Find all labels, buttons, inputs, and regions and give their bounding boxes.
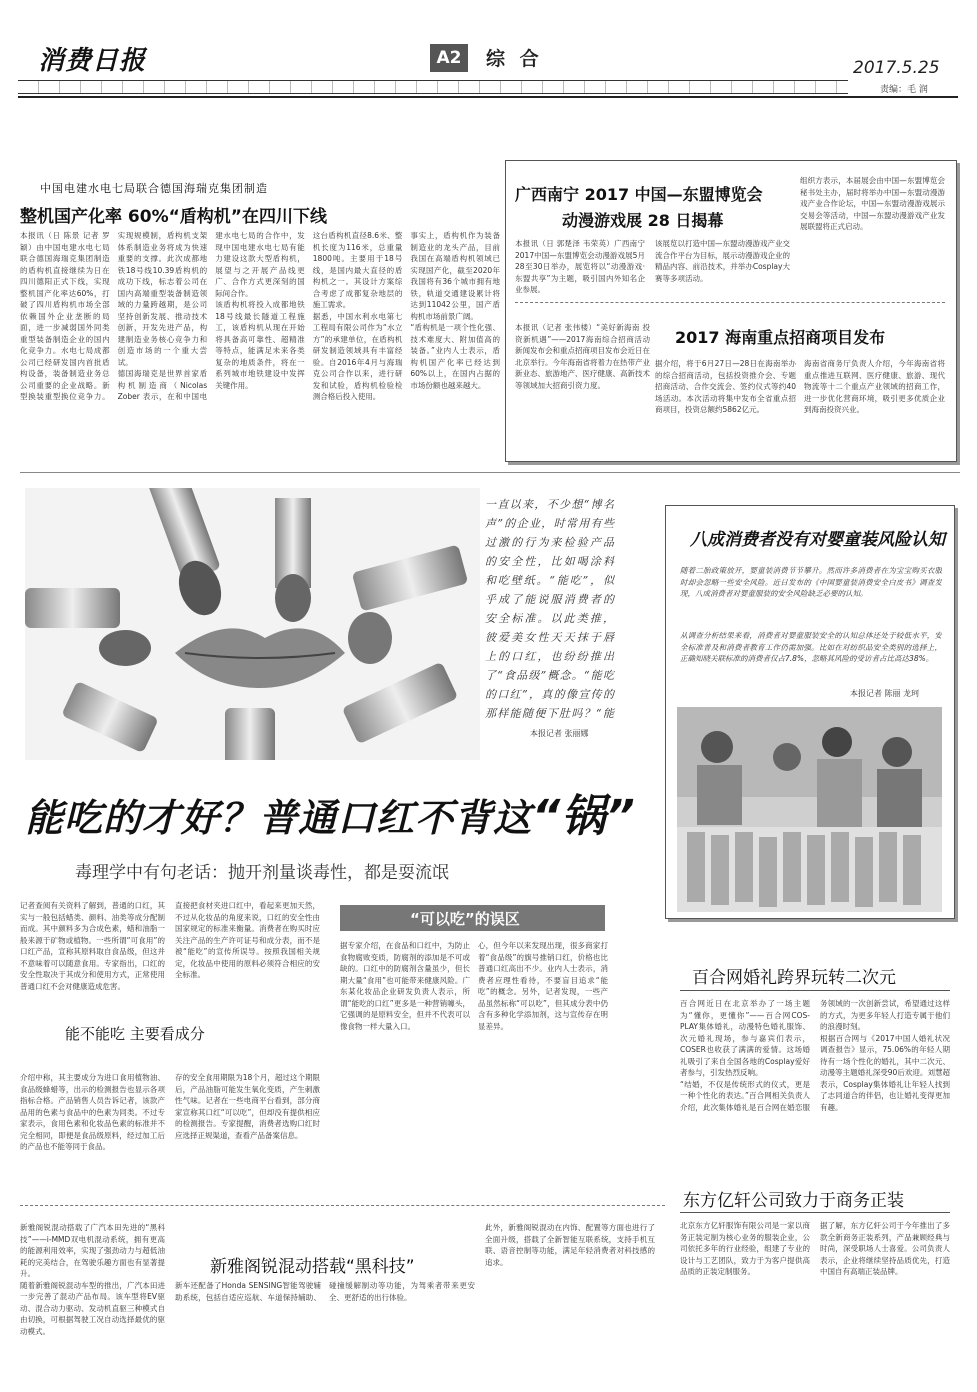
- editor-credit: 责编：毛 润: [880, 85, 928, 95]
- article6-body-b: [175, 1280, 475, 1385]
- feature-col-b: 直接把食材夹进口红中，看起来更加天然，不过从化妆品的角度来说，口红的安全性由国家规定的标准来衡量。消费者在购买时应关注产品的生产许可证号和成分表，而不是被“能吃”的宣传所误导。按照我国相关规定，化妆品中使用的原料必须符合相应的安全标准。: [175, 901, 320, 979]
- feature-col-d: 存的安全食用期限为18个月，超过这个期限后，产品油脂可能发生氧化变质，产生刺激性气味。记者在一些电商平台看到，部分商家宣称其口红“可以吃”，但却没有提供相应的检测报告。专家提醒，消费者选购口红时应选择正规渠道，查看产品备案信息。: [175, 1073, 320, 1140]
- article6-paragraph: 随着新雅阁锐混动车型的推出，广汽本田进一步完善了混动产品布局。该车型将EV驱动、混合动力驱动、发动机直驱三种模式自由切换，可根据驾驶工况自动选择最优的驱动模式。: [20, 1280, 165, 1336]
- section-rule: [20, 472, 960, 473]
- masthead-rule: [18, 96, 958, 98]
- article1-paragraph: 德国海瑞克是世界首家盾构机制造商（Nicolas Zober 表示，在和中国电建水电七局的合作中，发现中国电建水电七局有能力建设这款大型盾构机，展望与之开展产品线更广、合作方式更深刻的国际间合作。: [117, 231, 305, 401]
- article4-paragraph: “结婚，不仅是传统形式的仪式，更是一种个性化的表达。”百合网相关负责人介绍，此次集体婚礼是百合网在婚恋服务领域的一次创新尝试，希望通过这样的方式，为更多年轻人打造专属于他们的浪漫时刻。: [680, 999, 950, 1112]
- article3-paragraph: 海南省商务厅负责人介绍，今年海南省将重点推进互联网、医疗健康、旅游、现代物流等十二个重点产业领域的招商工作，进一步优化营商环境，吸引更多优质企业到海南投资兴业。: [804, 359, 945, 414]
- article4-underline: [680, 990, 950, 991]
- clothing-store-photo: [677, 707, 942, 912]
- article3-paragraph: 据介绍，将于6月27日—28日在海南举办的综合招商活动，包括投资推介会、专题招商活动、合作交流会、签约仪式等约40场活动。本次活动将集中发布全省重点招商项目，投资总额约5862亿元。: [655, 359, 796, 414]
- article6-divider: [20, 1205, 665, 1206]
- article4-paragraph: 根据百合网与《2017中国人婚礼状况调查报告》显示，75.06%的年轻人期待有一场个性化的婚礼，其中二次元、动漫等主题婚礼深受90后欢迎。刘慧超表示，Cosplay集体婚礼让年轻人找到了志同道合的伴侣，也让婚礼变得更加有趣。: [820, 1033, 950, 1112]
- issue-date: 2017.5.25: [853, 58, 940, 78]
- feature-col-f: 心，但今年以来发现出现，很多商家打着“食品级”的旗号推销口红，价格也比普通口红高出不少。业内人士表示，消费者应理性看待，不要盲目追求“能吃”的概念。另外，记者发现，一些产品虽然标称“可以吃”，但其成分表中仍含有多种化学添加剂，这与宣传存在明显差异。: [478, 941, 608, 1031]
- article3-body-a: [515, 322, 650, 452]
- article6-title: 新雅阁锐混动搭载“黑科技”: [210, 1257, 415, 1277]
- masthead-logo: 消费日报: [38, 46, 147, 76]
- masthead: [0, 0, 977, 100]
- lipstick-illustration: [25, 488, 480, 760]
- section-name: 综 合: [486, 48, 543, 70]
- feature-col-e: 据专家介绍，在食品和口红中，为防止食物腐败变质，防腐剂的添加是不可或缺的。口红中的防腐剂含量虽少，但长期大量“食用”也可能带来健康风险。广东某化妆品企业研发负责人表示，所谓“能吃的口红”更多是一种营销噱头，它强调的是原料安全，但并不代表可以像食物一样大量入口。: [340, 941, 470, 1031]
- article3-paragraph: 本报讯（记者 张伟楼）“美好新海南 投资新机遇”——2017海南综合招商活动新闻发布会和重点招商项目发布会近日在北京举行。今年海南省将着力在热带产业新业态、旅游地产、医疗健康、高新技术等领域加大招商引资力度。: [515, 323, 650, 390]
- article1-paragraph: 本报讯（日 陈景 记者 罗颖）由中国电建水电七局联合德国海瑞克集团制造的盾构机直接继续为日在四川德阳正式下线，实现整机国产化率达60%，打破了四川盾构机市场全部依赖国外企业垄断的局面，进一步减弱国外同类重型装备制造企业的国内化竞争力。水电七局成都公司已经研发国内首批盾构设备，装备制造业务总公司重要的企业战略。新型换装重型换位竞争力。实现规模制，盾构机支架体系制造业务将成为快速重要的支撑。此次成都地铁18号线10.39盾构机的成功下线，标志着公司在国内高端重型装备制造领域的力量跨越期，是公司坚持创新发展、推动技术创新，开发先进产品，构建制造业务核心竞争力和创造市场的一个重大尝试。: [20, 231, 208, 401]
- article2-body-c: [800, 175, 945, 295]
- feature-headline-main: 能吃的才好？普通口红不背这: [25, 796, 533, 840]
- article1-paragraph: 这台盾构机直径8.6米、整机长度为116米，总重量1800吨。主要用于18号线，是国内最大直径的盾构机之一。其设计方案综合考虑了成都复杂地层的施工需求。: [312, 231, 403, 309]
- feature-intro: 一直以来，不少想“博名声”的企业，时常用有些过激的行为来检验产品的安全性，比如喝涂料和吃壁纸。“能吃”，似乎成了能说服消费者的安全标准。以此类推，彼爱美女性天天抹于唇上的口红，也纷纷推出了“食品级”概念。“能吃的口红”，真的像宣传的那样能随便下肚吗？“能: [485, 498, 615, 720]
- article5-title: 东方亿轩公司致力于商务正装: [683, 1191, 904, 1211]
- article1-paragraph: 该盾构机将投入成都地铁18号线最长隧道工程施工，该盾构机从现在开始将具备高可靠性、超精准等特点，能满足未来各类复杂的地质条件，将在一系列城市地铁建设中发挥关键作用。: [215, 300, 305, 390]
- article2-paragraph: 本报讯（日 郭楚泽 韦荣英）广西南宁2017中国—东盟博览会动漫游戏展5月28至30日举办，展览将以“动漫游戏·东盟共享”为主题，吸引国内外知名企业参展。: [515, 239, 645, 294]
- article1-paragraph: 事实上，盾构机作为装备制造业的龙头产品，目前我国在高端盾构机领域已实现国产化，截至2020年我国将有36个城市拥有地铁，轨道交通建设累计将达到11042公里，国产盾构机市场前景广阔。: [410, 231, 500, 321]
- feature-headline: [25, 780, 636, 844]
- article5-paragraph: 据了解，东方亿轩公司于今年推出了多款全新商务正装系列，产品兼顾经典与时尚，深受职场人士喜爱。公司负责人表示，企业将继续坚持品质优先，打造中国自有高端正装品牌。: [820, 1221, 950, 1276]
- feature-subhead: 毒理学中有句老话：抛开剂量谈毒性，都是耍流氓: [75, 863, 449, 883]
- sidebar-title: 八成消费者没有对婴童装风险认知: [690, 530, 945, 550]
- feature-headline-accent: “锅”: [532, 791, 636, 842]
- article2-paragraph: 该展览以打造中国—东盟动漫游戏产业交流合作平台为目标，展示动漫游戏企业的精品内容、前沿技术，并举办Cosplay大赛等多项活动。: [655, 239, 790, 283]
- article1-body: [20, 230, 500, 440]
- masthead-stripe: [18, 80, 848, 94]
- feature-col-a: 记者查阅有关资料了解到，普通的口红，其实与一般包括蜡类、颜料、油类等成分配制而成。其中颜料多为合成色素，蜡和油脂一般来源于矿物或植物。一些所谓“可食用”的口红产品，宣称其原料取自食品级，但这并不意味着可以随意食用。专家指出，口红的安全性取决于其成分和使用方式，正常使用普通口红不会对健康造成危害。: [20, 901, 165, 990]
- article1-kicker: 中国电建水电七局联合德国海瑞克集团制造: [40, 182, 268, 195]
- article2-title-line2: 动漫游戏展 28 日揭幕: [562, 211, 724, 230]
- article2-body-b: [655, 238, 790, 294]
- article5-paragraph: 北京东方亿轩服饰有限公司是一家以商务正装定制为核心业务的服装企业，公司依托多年的行业经验，组建了专业的设计与工艺团队，致力于为客户提供高品质的正装定制服务。: [680, 1221, 810, 1276]
- feature-byline: 本报记者 张丽娜: [530, 729, 589, 738]
- article6-body-c: [485, 1222, 655, 1387]
- feature-col-c: 介绍中称，其主要成分为进口食用植物油、食品级蜂蜡等，出示的检测报告也显示各项指标合格。产品销售人员告诉记者，该款产品用的色素与食品中的色素为同类。不过专家表示，食用色素和化妆品色素的标准并不完全相同，即便是食品级原料，经过加工后的产品也不能等同于食品。: [20, 1073, 165, 1151]
- lipstick-photo: [25, 488, 480, 760]
- article2-title-line1: 广西南宁 2017 中国—东盟博览会: [515, 185, 763, 204]
- article6-paragraph: 此外，新雅阁锐混动在内饰、配置等方面也进行了全面升级，搭载了全新智能互联系统，支持手机互联、语音控制等功能，满足年轻消费者对科技感的追求。: [485, 1223, 655, 1267]
- article1-paragraph: 据悉，中国水利水电第七工程局有限公司作为“水立方”的承建单位，在盾构机研发制造领域具有丰富经验。自2016年4月与海瑞克公司合作以来，进行研发和试验，盾构机检验检测合格后投入使用。: [312, 311, 403, 401]
- article2-body-a: [515, 238, 645, 294]
- sidebar-para2: 从调查分析结果来看，消费者对婴童服装安全的认知总体还处于较低水平，安全标准普及和消费者教育工作仍需加强。比如在对纺织品安全类别的选择上，正确知晓关联标准的消费者仅占7.8%，忽略其风险的受访者占比高达38%。: [680, 631, 942, 663]
- article6-body-a: [20, 1222, 165, 1387]
- article4-title: 百合网婚礼跨界玩转二次元: [692, 968, 896, 988]
- article4-paragraph: 百合网近日在北京举办了一场主题为“懂你，更懂你”——百合网COS-PLAY集体婚礼，动漫特色婚礼服饰、次元婚礼现场，参与嘉宾们表示，COSER也收获了满满的爱情。这场婚礼吸引了来自全国各地的Cosplay爱好者参与，引发热烈反响。: [680, 999, 810, 1077]
- article3-title: 2017 海南重点招商项目发布: [675, 328, 886, 347]
- article5-underline: [680, 1212, 950, 1213]
- article6-paragraph: 新雅阁锐混动搭载了广汽本田先进的“黑科技”——i-MMD双电机混动系统，拥有更高的能源利用效率，实现了强劲动力与超低油耗的完美结合，在驾驶乐趣方面也有显著提升。: [20, 1223, 165, 1278]
- article6-paragraph: 新车还配备了Honda SENSING智能驾驶辅助系统，包括自适应巡航、车道保持辅助、碰撞缓解制动等功能，为驾乘者带来更安全、更舒适的出行体验。: [175, 1281, 475, 1302]
- sidebar-para1: 随着二胎政策放开，婴童装消费节节攀升。然而许多消费者在为宝宝购买衣服时却会忽略一些安全风险。近日发布的《中国婴童装消费安全白皮书》调查发现，八成消费者对婴童服装的安全风险缺乏必要的认知。: [680, 566, 942, 598]
- feature-section2: “可以吃”的误区: [410, 910, 520, 928]
- article2-paragraph: 组织方表示，本届展会由中国—东盟博览会秘书处主办，届时将举办中国—东盟动漫游戏产业合作论坛，中国—东盟动漫游戏展示交易会等活动，中国—东盟动漫游戏产业发展联盟将正式启动。: [800, 176, 945, 231]
- article1-paragraph: “盾构机是一项个性化强、技术难度大、附加值高的装备。”业内人士表示，盾构机国产化率已经达到60%以上，在国内占据的市场份额也越来越大。: [410, 323, 500, 390]
- box-divider: [515, 302, 945, 303]
- page-number-badge: A2: [430, 44, 468, 72]
- store-scene: [677, 707, 942, 912]
- sidebar-byline: 本报记者 陈丽 龙珂: [850, 689, 920, 698]
- feature-section1: 能不能吃 主要看成分: [65, 1025, 205, 1043]
- article1-title: 整机国产化率 60%“盾构机”在四川下线: [20, 207, 327, 227]
- article3-body-c: [655, 358, 945, 452]
- article5-body: [680, 1220, 950, 1385]
- article4-body: [680, 998, 950, 1148]
